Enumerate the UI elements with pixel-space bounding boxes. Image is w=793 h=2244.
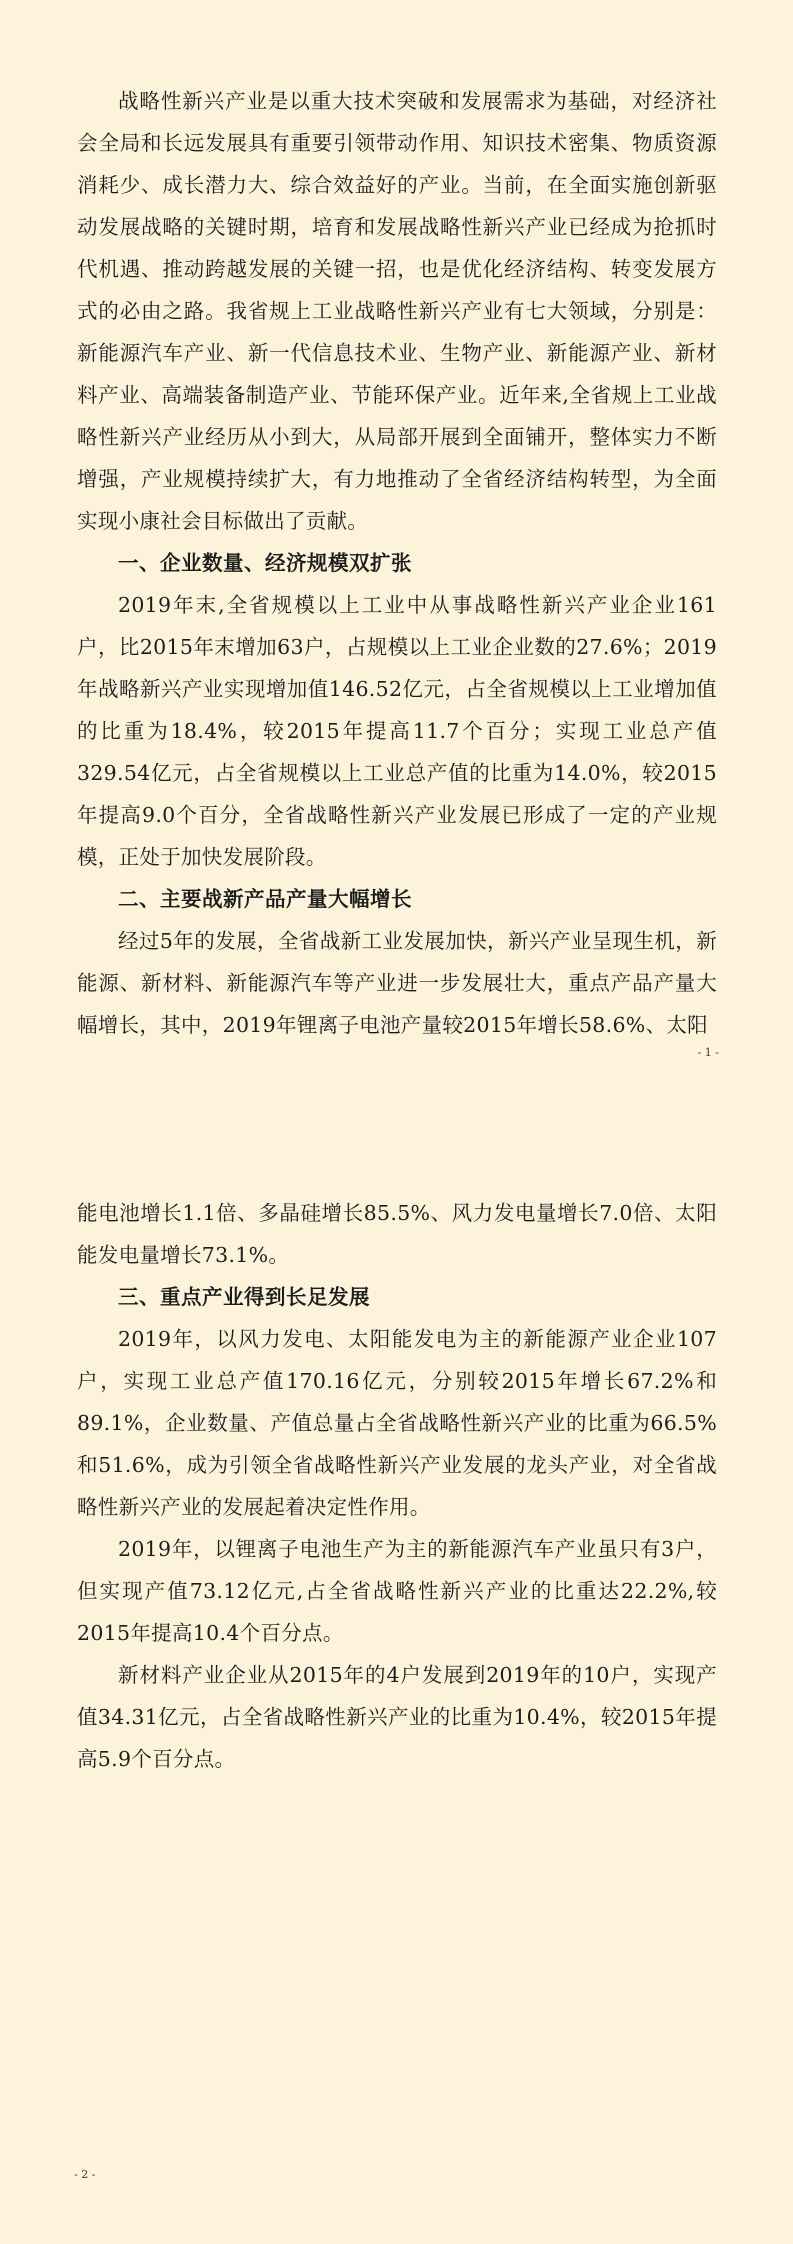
page-number-2: - 2 - [74, 2168, 96, 2181]
document-page-1 [0, 0, 793, 1072]
section-3-paragraph-new-materials: 新材料产业企业从2015年的4户发展到2019年的10户，实现产值34.31亿元，占全省战略性新兴产业的比重为10.4%，较2015年提高5.9个百分点。 [77, 1663, 717, 1771]
section-2-paragraph-continuation: 能电池增长1.1倍、多晶硅增长85.5%、风力发电量增长7.0倍、太阳能发电量增长73.1%。 [77, 1201, 717, 1267]
section-2-heading: 二、主要战新产品产量大幅增长 [118, 887, 412, 911]
section-1-paragraph: 2019年末,全省规模以上工业中从事战略性新兴产业企业161户，比2015年末增加63户，占规模以上工业企业数的27.6%；2019年战略新兴产业实现增加值146.52亿元，占全省规模以上工业增加值的比重为18.4%，较2015年提高11.7个百分；实现工业总产值329.54亿元，占全省规模以上工业总产值的比重为14.0%，较2015年提高9.0个百分，全省战略性新兴产业发展已形成了一定的产业规模，正处于加快发展阶段。 [77, 593, 717, 869]
section-3-heading: 三、重点产业得到长足发展 [118, 1285, 370, 1309]
document-page-2 [0, 1072, 793, 2244]
page-2-body [77, 1192, 717, 1780]
section-3-paragraph-new-energy: 2019年，以风力发电、太阳能发电为主的新能源产业企业107户，实现工业总产值170.16亿元，分别较2015年增长67.2%和89.1%，企业数量、产值总量占全省战略性新兴产业的比重为66.5%和51.6%，成为引领全省战略性新兴产业发展的龙头产业，对全省战略性新兴产业的发展起着决定性作用。 [77, 1327, 717, 1519]
section-2-paragraph: 经过5年的发展，全省战新工业发展加快，新兴产业呈现生机，新能源、新材料、新能源汽车等产业进一步发展壮大，重点产品产量大幅增长，其中，2019年锂离子电池产量较2015年增长58.6%、太阳 [77, 929, 717, 1037]
page-1-body [77, 80, 717, 1046]
page-number-1: - 1 - [697, 1046, 719, 1059]
section-3-paragraph-nev: 2019年，以锂离子电池生产为主的新能源汽车产业虽只有3户，但实现产值73.12亿元,占全省战略性新兴产业的比重达22.2%,较2015年提高10.4个百分点。 [77, 1537, 717, 1645]
intro-paragraph: 战略性新兴产业是以重大技术突破和发展需求为基础，对经济社会全局和长远发展具有重要引领带动作用、知识技术密集、物质资源消耗少、成长潜力大、综合效益好的产业。当前，在全面实施创新驱动发展战略的关键时期，培育和发展战略性新兴产业已经成为抢抓时代机遇、推动跨越发展的关键一招，也是优化经济结构、转变发展方式的必由之路。我省规上工业战略性新兴产业有七大领域，分别是：新能源汽车产业、新一代信息技术业、生物产业、新能源产业、新材料产业、高端装备制造产业、节能环保产业。近年来,全省规上工业战略性新兴产业经历从小到大，从局部开展到全面铺开，整体实力不断增强，产业规模持续扩大，有力地推动了全省经济结构转型，为全面实现小康社会目标做出了贡献。 [77, 89, 717, 533]
section-1-heading: 一、企业数量、经济规模双扩张 [118, 551, 412, 575]
